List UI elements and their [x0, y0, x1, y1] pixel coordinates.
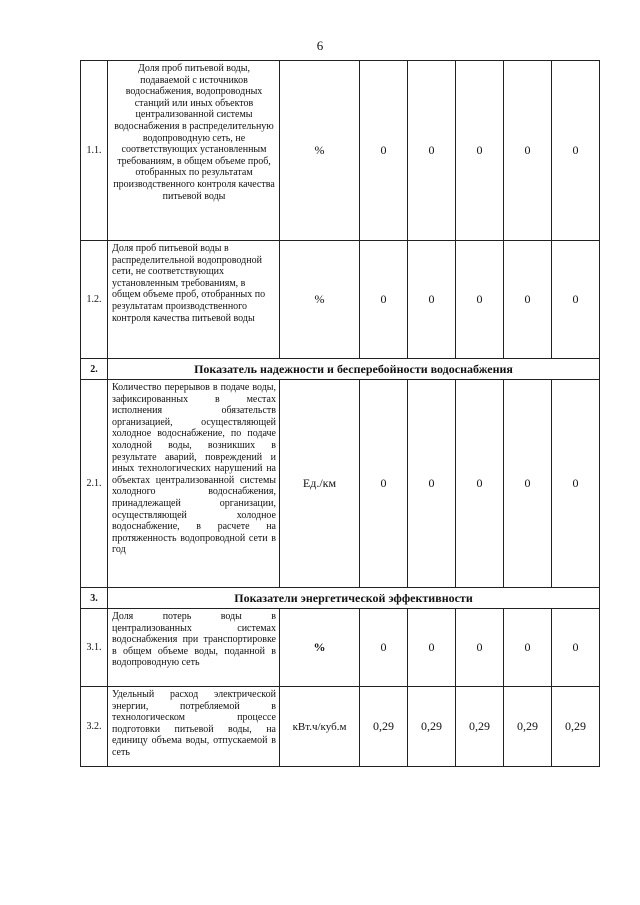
unit-cell: %: [280, 61, 360, 241]
section-number: 3.: [81, 588, 108, 609]
value-cell: 0: [360, 609, 408, 687]
row-number: 2.1.: [81, 380, 108, 588]
unit-cell: Ед./км: [280, 380, 360, 588]
row-number: 1.1.: [81, 61, 108, 241]
value-cell: 0: [408, 241, 456, 359]
value-cell: 0: [552, 61, 600, 241]
value-cell: 0: [504, 609, 552, 687]
value-cell: 0,29: [408, 687, 456, 767]
value-cell: 0: [504, 61, 552, 241]
value-cell: 0: [456, 609, 504, 687]
table-row: [81, 380, 600, 588]
indicator-name: Удельный расход электрической энергии, потребляемой в технологическом процессе подготовки питьевой воды, на единицу объема воды, отпускаемой в сеть: [108, 687, 280, 767]
unit-cell: %: [280, 609, 360, 687]
table-row: [81, 687, 600, 767]
indicator-name: Количество перерывов в подаче воды, зафиксированных в местах исполнения обязательств организацией, осуществляющей холодное водоснабжение, по подаче холодной воды, возникших в результате аварий, повреждений и иных технологических нарушений на объектах централизованной системы холодного водоснабжения, принадлежащей организации, осуществляющей холодное водоснабжение, в расчете на протяженность водопроводной сети в год: [108, 380, 280, 588]
value-cell: 0: [552, 380, 600, 588]
unit-cell: кВт.ч/куб.м: [280, 687, 360, 767]
row-number: 3.1.: [81, 609, 108, 687]
value-cell: 0,29: [360, 687, 408, 767]
unit-cell: %: [280, 241, 360, 359]
row-number: 1.2.: [81, 241, 108, 359]
table-row: [81, 241, 600, 359]
value-cell: 0: [456, 380, 504, 588]
value-cell: 0: [360, 61, 408, 241]
value-cell: 0: [360, 241, 408, 359]
row-number: 3.2.: [81, 687, 108, 767]
indicator-name: Доля потерь воды в централизованных системах водоснабжения при транспортировке в общем объеме воды, поданной в водопроводную сеть: [108, 609, 280, 687]
value-cell: 0: [552, 609, 600, 687]
indicator-name: Доля проб питьевой воды, подаваемой с источников водоснабжения, водопроводных станций или иных объектов централизованной системы водоснабжения в распределительную водопроводную сеть, не соответствующих установленным требованиям, в общем объеме проб, отобранных по результатам производственного контроля качества питьевой воды: [108, 61, 280, 241]
section-header-row: [81, 359, 600, 380]
value-cell: 0,29: [552, 687, 600, 767]
section-number: 2.: [81, 359, 108, 380]
section-header-row: [81, 588, 600, 609]
value-cell: 0,29: [456, 687, 504, 767]
value-cell: 0: [456, 61, 504, 241]
table-row: [81, 609, 600, 687]
indicators-table: [80, 60, 600, 767]
indicator-name: Доля проб питьевой воды в распределительной водопроводной сети, не соответствующих установленным требованиям, в общем объеме проб, отобранных по результатам производственного контроля качества питьевой воды: [108, 241, 280, 359]
value-cell: 0: [504, 241, 552, 359]
value-cell: 0: [360, 380, 408, 588]
value-cell: 0: [552, 241, 600, 359]
section-title: Показатели энергетической эффективности: [108, 588, 600, 609]
value-cell: 0: [408, 61, 456, 241]
value-cell: 0: [408, 380, 456, 588]
table-row: [81, 61, 600, 241]
value-cell: 0: [408, 609, 456, 687]
value-cell: 0: [504, 380, 552, 588]
value-cell: 0: [456, 241, 504, 359]
value-cell: 0,29: [504, 687, 552, 767]
page-number: 6: [316, 38, 324, 53]
section-title: Показатель надежности и бесперебойности водоснабжения: [108, 359, 600, 380]
